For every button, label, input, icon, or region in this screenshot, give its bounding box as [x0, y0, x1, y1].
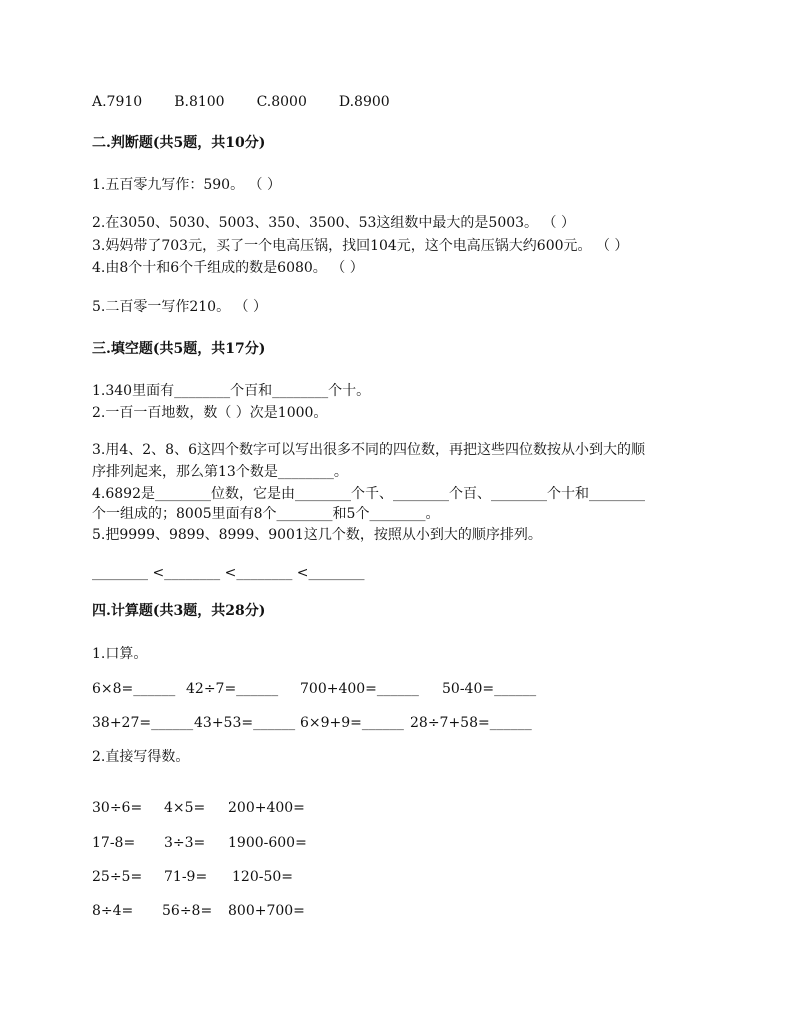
- calc-q1-row-1: [92, 680, 536, 698]
- judge-item-4: 4.由8个十和6个千组成的数是6080。 （ ）: [92, 260, 364, 276]
- calc-q1-item: 42÷7=______: [186, 681, 279, 697]
- section-heading-fill: 三.填空题(共5题，共17分): [92, 341, 266, 357]
- calc-q2-item: 56÷8=: [162, 903, 213, 919]
- judge-item-3: 3.妈妈带了703元，买了一个电高压锅，找回104元，这个电高压锅大约600元。 （ ）: [92, 238, 629, 254]
- fill-item-5-blanks: ________ <________ <________ <________: [92, 565, 365, 581]
- fill-item-3a: 3.用4、2、8、6这四个数字可以写出很多不同的四位数，再把这些四位数按从小到大的顺: [92, 442, 645, 458]
- option-b: B.8100: [174, 94, 225, 110]
- calc-q2-row: [92, 868, 293, 886]
- fill-item-1: 1.340里面有________个百和________个十。: [92, 383, 371, 399]
- calc-q2-item: 25÷5=: [92, 869, 143, 885]
- judge-item-1: 1.五百零九写作：590。 （ ）: [92, 177, 281, 193]
- calc-q1-item: 28÷7+58=______: [410, 715, 532, 731]
- calc-q1-item: 6×8=______: [92, 681, 176, 697]
- calc-q2-item: 71-9=: [164, 869, 208, 885]
- fill-item-4a: 4.6892是________位数，它是由________个千、________个百、________个十和________: [92, 486, 645, 502]
- calc-q1-item: 700+400=______: [300, 681, 419, 697]
- calc-q2-item: 8÷4=: [92, 903, 134, 919]
- option-a: A.7910: [92, 94, 143, 110]
- section-heading-judge: 二.判断题(共5题，共10分): [92, 135, 266, 151]
- calc-q2-row: [92, 799, 305, 817]
- calc-q1-item: 43+53=______: [194, 715, 296, 731]
- calc-q1-title: 1.口算。: [92, 646, 148, 662]
- fill-item-2: 2.一百一百地数，数（ ）次是1000。: [92, 405, 328, 421]
- calc-q1-item: 38+27=______: [92, 715, 194, 731]
- calc-q2-title: 2.直接写得数。: [92, 749, 190, 765]
- calc-q2-item: 17-8=: [92, 835, 136, 851]
- calc-q2-item: 120-50=: [232, 869, 293, 885]
- calc-q2-item: 3÷3=: [164, 835, 206, 851]
- options-row: [92, 93, 422, 111]
- calc-q2-item: 4×5=: [164, 800, 206, 816]
- calc-q1-item: 6×9+9=______: [300, 715, 404, 731]
- calc-q2-row: [92, 902, 305, 920]
- judge-item-2: 2.在3050、5030、5003、350、3500、53这组数中最大的是5003。 （ ）: [92, 215, 575, 231]
- fill-item-4b: 个一组成的；8005里面有8个________和5个________。: [92, 506, 440, 522]
- calc-q2-row: [92, 834, 307, 852]
- calc-q2-item: 200+400=: [228, 800, 305, 816]
- option-c: C.8000: [256, 94, 307, 110]
- calc-q2-item: 1900-600=: [228, 835, 307, 851]
- calc-q2-item: 30÷6=: [92, 800, 143, 816]
- section-heading-calc: 四.计算题(共3题，共28分): [92, 603, 266, 619]
- calc-q2-item: 800+700=: [228, 903, 305, 919]
- calc-q1-row-2: [92, 714, 532, 732]
- option-d: D.8900: [338, 94, 390, 110]
- judge-item-5: 5.二百零一写作210。 （ ）: [92, 299, 267, 315]
- fill-item-3b: 序排列起来，那么第13个数是________。: [92, 464, 348, 480]
- calc-q1-item: 50-40=______: [442, 681, 537, 697]
- fill-item-5: 5.把9999、9899、8999、9001这几个数，按照从小到大的顺序排列。: [92, 527, 542, 543]
